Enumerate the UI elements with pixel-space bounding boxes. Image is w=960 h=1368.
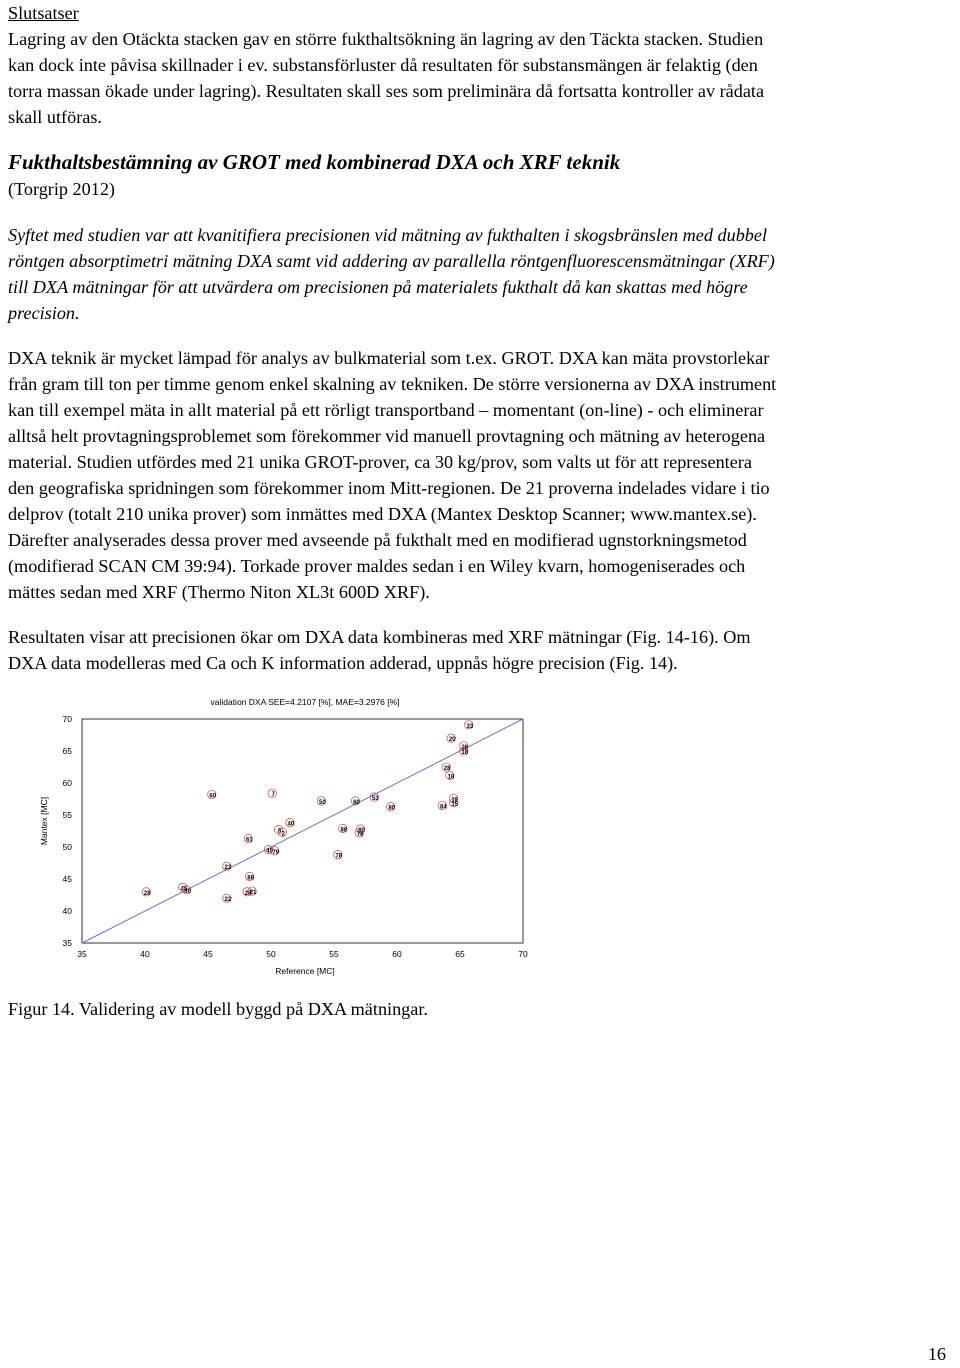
point-label: 33	[466, 723, 474, 730]
point-label: 16	[451, 797, 459, 804]
point-label: 18	[447, 774, 455, 781]
point-label: 18	[461, 750, 469, 756]
x-tick-label: 70	[518, 949, 528, 959]
point-label: 84	[440, 804, 447, 811]
aim-line: precision.	[8, 303, 80, 323]
method-line: kan till exempel mäta in allt material på ett rörligt transportband – momentant (on-line) - och eliminerar	[8, 400, 764, 420]
y-tick-label: 50	[62, 842, 72, 852]
x-tick-label: 65	[455, 949, 465, 959]
method-line: från gram till ton per timme genom enkel skalning av tekniken. De större versionerna av DXA instrument	[8, 374, 777, 394]
point-label: 20	[448, 737, 456, 744]
conclusions-line: torra massan ökade under lagring). Resultaten skall ses som preliminära då fortsatta kontroller av rådata	[8, 81, 765, 101]
point-label: 53	[371, 796, 379, 803]
point-label: 79	[272, 849, 280, 856]
y-tick-label: 60	[62, 778, 72, 788]
study-aim	[8, 222, 954, 326]
point-label: 76	[356, 831, 364, 838]
point-label: 61	[245, 837, 253, 844]
point-label: 78	[335, 853, 343, 860]
figure-caption: Figur 14. Validering av modell byggd på DXA mätningar.	[8, 999, 428, 1019]
method-line: DXA teknik är mycket lämpad för analys av bulkmaterial som t.ex. GROT. DXA kan mäta provstorlekar	[8, 348, 770, 368]
point-label: 88	[340, 827, 348, 834]
study-title: Fukthaltsbestämning av GROT med kombinerad DXA och XRF teknik	[8, 150, 621, 174]
point-label: 7	[271, 792, 275, 799]
point-label: 80	[388, 805, 396, 812]
point-label: 60	[209, 793, 217, 800]
y-tick-label: 35	[62, 938, 72, 948]
conclusions-line: kan dock inte påvisa skillnader i ev. substansförluster då resultaten för substansmängen är felaktig (den	[8, 55, 758, 75]
x-tick-label: 40	[140, 949, 150, 959]
aim-line: till DXA mätningar för att utvärdera om precisionen på materialets fukthalt då kan skattas med högre	[8, 277, 748, 297]
results-line: Resultaten visar att precisionen ökar om DXA data kombineras med XRF mätningar (Fig. 14-16). Om	[8, 627, 751, 647]
point-label: 22	[224, 897, 232, 904]
x-tick-label: 45	[203, 949, 213, 959]
study-method	[8, 345, 954, 605]
x-tick-label: 50	[266, 949, 276, 959]
conclusions-heading: Slutsatser	[8, 3, 79, 23]
point-label: 15	[451, 801, 459, 808]
point-label: 80	[358, 828, 365, 835]
study-results	[8, 624, 954, 676]
x-tick-label: 35	[77, 949, 87, 959]
y-tick-label: 45	[62, 874, 72, 884]
point-label: 28	[244, 890, 252, 897]
y-tick-label: 65	[62, 746, 72, 756]
point-label: 2	[281, 831, 286, 838]
point-label: 45	[180, 886, 188, 893]
method-line: Därefter analyserades dessa prover med avseende på fukthalt med en modifierad ugnstorkningsmetod	[8, 530, 747, 550]
study-reference: (Torgrip 2012)	[8, 179, 115, 199]
point-label: 28	[443, 766, 451, 772]
method-line: (modifierad SCAN CM 39:94). Torkade prover maldes sedan i en Wiley kvarn, homogeniserades och	[8, 556, 746, 576]
point-label: 23	[224, 865, 232, 872]
x-tick-label: 60	[392, 949, 402, 959]
point-label: 8	[277, 828, 282, 835]
method-line: material. Studien utfördes med 21 unika GROT-prover, ca 30 kg/prov, som valts ut för att representera	[8, 452, 752, 472]
conclusions-line: Lagring av den Otäckta stacken gav en större fukthaltsökning än lagring av den Täckta stacken. Studien	[8, 29, 764, 49]
chart-title: validation DXA SEE=4.2107 [%], MAE=3.2976 [%]	[210, 697, 400, 707]
point-label: 21	[249, 890, 257, 897]
point-label: 60	[353, 799, 360, 806]
point-label: 40	[287, 821, 295, 828]
method-line: den geografiska spridningen som förekommer inom Mitt-regionen. De 21 proverna indelades vidare i tio	[8, 478, 770, 498]
conclusions-line: skall utföras.	[8, 107, 102, 127]
results-line: DXA data modelleras med Ca och K information adderad, uppnås högre precision (Fig. 14).	[8, 653, 678, 673]
y-tick-label: 40	[62, 906, 72, 916]
aim-line: röntgen absorptimetri mätning DXA samt vid addering av parallella röntgenfluorescensmätningar (XRF)	[8, 251, 775, 271]
y-tick-label: 55	[62, 810, 72, 820]
study-header	[8, 148, 954, 202]
point-label: 45	[266, 848, 273, 855]
conclusions-section	[8, 0, 954, 130]
point-label: 50	[319, 799, 326, 806]
point-label: 88	[247, 875, 254, 882]
point-label: 36	[461, 744, 469, 751]
method-line: delprov (totalt 210 unika prover) som inmättes med DXA (Mantex Desktop Scanner; www.mantex.se).	[8, 504, 757, 524]
y-axis-label: Mantex [MC]	[39, 796, 49, 846]
y-tick-label: 70	[62, 714, 72, 724]
validation-scatter-chart	[0, 690, 560, 990]
x-axis-label: Reference [MC]	[275, 966, 335, 976]
x-tick-label: 55	[329, 949, 339, 959]
page-number: 16	[927, 1344, 946, 1364]
method-line: alltså helt provtagningsproblemet som förekommer vid manuell provtagning och mätning av heterogena	[8, 426, 766, 446]
method-line: mättes sedan med XRF (Thermo Niton XL3t 600D XRF).	[8, 582, 430, 602]
point-label: 30	[184, 888, 191, 895]
point-label: 28	[143, 890, 151, 897]
aim-line: Syftet med studien var att kvanitifiera precisionen vid mätning av fukthalten i skogsbränslen med dubbel	[8, 225, 768, 245]
